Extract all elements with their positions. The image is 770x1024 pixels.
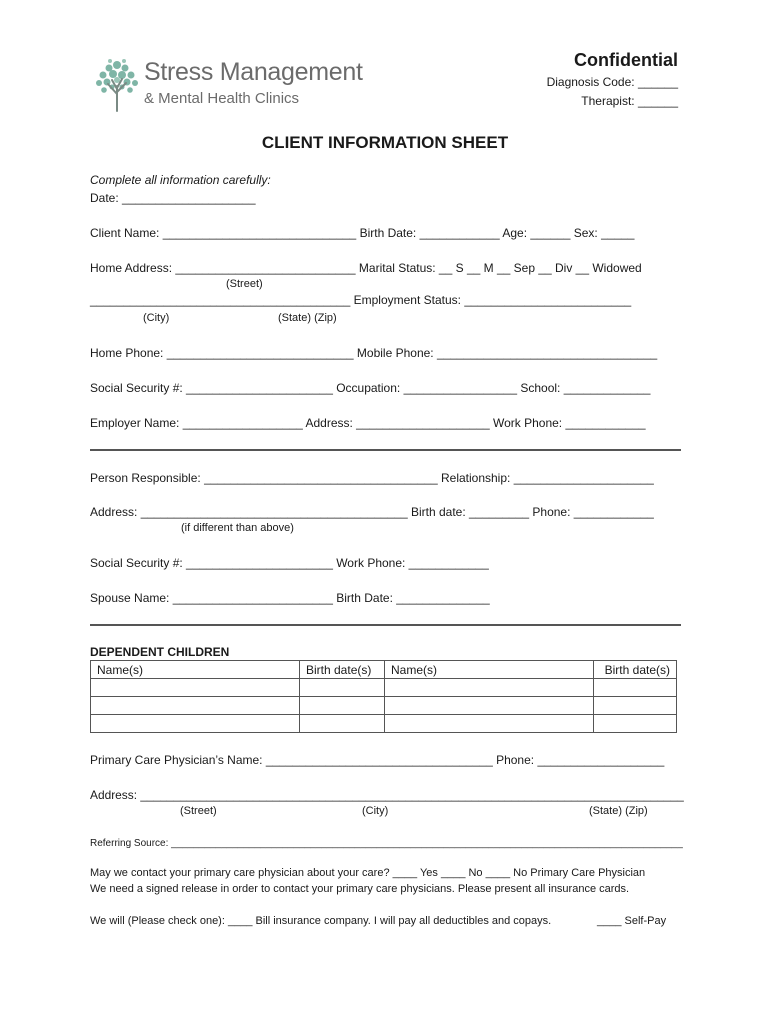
physician-city-caption: (City): [362, 805, 389, 817]
spouse-line[interactable]: Spouse Name: ________________________ Birth Date: ______________: [90, 591, 490, 605]
self-pay-option[interactable]: ____ Self-Pay: [597, 915, 667, 927]
date-field[interactable]: Date: ____________________: [90, 191, 256, 205]
physician-name-line[interactable]: Primary Care Physician’s Name: __________________________________ Phone: ___________________: [90, 753, 665, 767]
page-title: CLIENT INFORMATION SHEET: [261, 133, 509, 152]
responsible-ssn-line[interactable]: Social Security #: ______________________ Work Phone: ____________: [90, 556, 489, 570]
physician-street-caption: (Street): [180, 805, 217, 817]
street-caption: (Street): [226, 278, 263, 290]
table-cell[interactable]: [385, 715, 594, 733]
table-cell[interactable]: [300, 715, 385, 733]
contact-consent-line[interactable]: May we contact your primary care physician about your care? ____ Yes ____ No ____ No Primary Care Physician: [90, 867, 646, 879]
column-header: Name(s): [385, 661, 594, 679]
tree-icon: [92, 56, 142, 112]
table-cell[interactable]: [300, 697, 385, 715]
table-cell[interactable]: [594, 679, 677, 697]
employment-line[interactable]: _______________________________________ Employment Status: _________________________: [90, 293, 632, 307]
table-cell[interactable]: [91, 679, 300, 697]
client-ssn-line[interactable]: Social Security #: ______________________ Occupation: _________________ School: _____________: [90, 381, 651, 395]
person-responsible-line[interactable]: Person Responsible: ___________________________________ Relationship: _____________________: [90, 471, 654, 485]
table-row: [91, 715, 677, 733]
diagnosis-code-field[interactable]: Diagnosis Code: ______: [546, 75, 678, 89]
logo-subname: & Mental Health Clinics: [144, 90, 300, 107]
table-cell[interactable]: [594, 715, 677, 733]
home-address-line[interactable]: Home Address: ___________________________ Marital Status: __ S __ M __ Sep __ Div __ Widowed: [90, 261, 642, 275]
column-header: Name(s): [91, 661, 300, 679]
logo: [92, 56, 372, 112]
table-cell[interactable]: [91, 715, 300, 733]
table-cell[interactable]: [91, 697, 300, 715]
dependents-table: [90, 660, 677, 733]
column-header: Birth date(s): [594, 661, 677, 679]
city-caption: (City): [143, 312, 170, 324]
dependents-heading: DEPENDENT CHILDREN: [90, 645, 230, 659]
responsible-address-line[interactable]: Address: ________________________________________ Birth date: _________ Phone: ____________: [90, 505, 654, 519]
logo-name: Stress Management: [144, 58, 363, 86]
physician-address-line[interactable]: Address: __________________________________________________________________________________: [90, 788, 684, 802]
physician-state-zip-caption: (State) (Zip): [589, 805, 648, 817]
referring-source-line[interactable]: Referring Source: ____________________________________________________________________________________________: [90, 838, 683, 849]
instruction-text: Complete all information carefully:: [90, 173, 271, 187]
table-row: [91, 697, 677, 715]
confidential-label: Confidential: [574, 50, 678, 70]
table-row: [91, 679, 677, 697]
table-cell[interactable]: [300, 679, 385, 697]
table-cell[interactable]: [385, 697, 594, 715]
section-divider: [90, 624, 681, 626]
employer-line[interactable]: Employer Name: __________________ Address: ____________________ Work Phone: ____________: [90, 416, 646, 430]
table-cell[interactable]: [594, 697, 677, 715]
client-name-line[interactable]: Client Name: _____________________________ Birth Date: ____________ Age: ______ Sex: _____: [90, 226, 635, 240]
billing-option-line[interactable]: We will (Please check one): ____ Bill insurance company. I will pay all deductibles and copays.: [90, 915, 552, 927]
release-notice: We need a signed release in order to contact your primary care physicians. Please present all insurance cards.: [90, 883, 630, 895]
therapist-field[interactable]: Therapist: ______: [581, 94, 678, 108]
section-divider: [90, 449, 681, 451]
table-cell[interactable]: [385, 679, 594, 697]
table-header-row: [91, 661, 677, 679]
state-zip-caption: (State) (Zip): [278, 312, 337, 324]
address-caption: (if different than above): [181, 522, 294, 534]
column-header: Birth date(s): [300, 661, 385, 679]
phone-line[interactable]: Home Phone: ____________________________ Mobile Phone: _________________________________: [90, 346, 658, 360]
